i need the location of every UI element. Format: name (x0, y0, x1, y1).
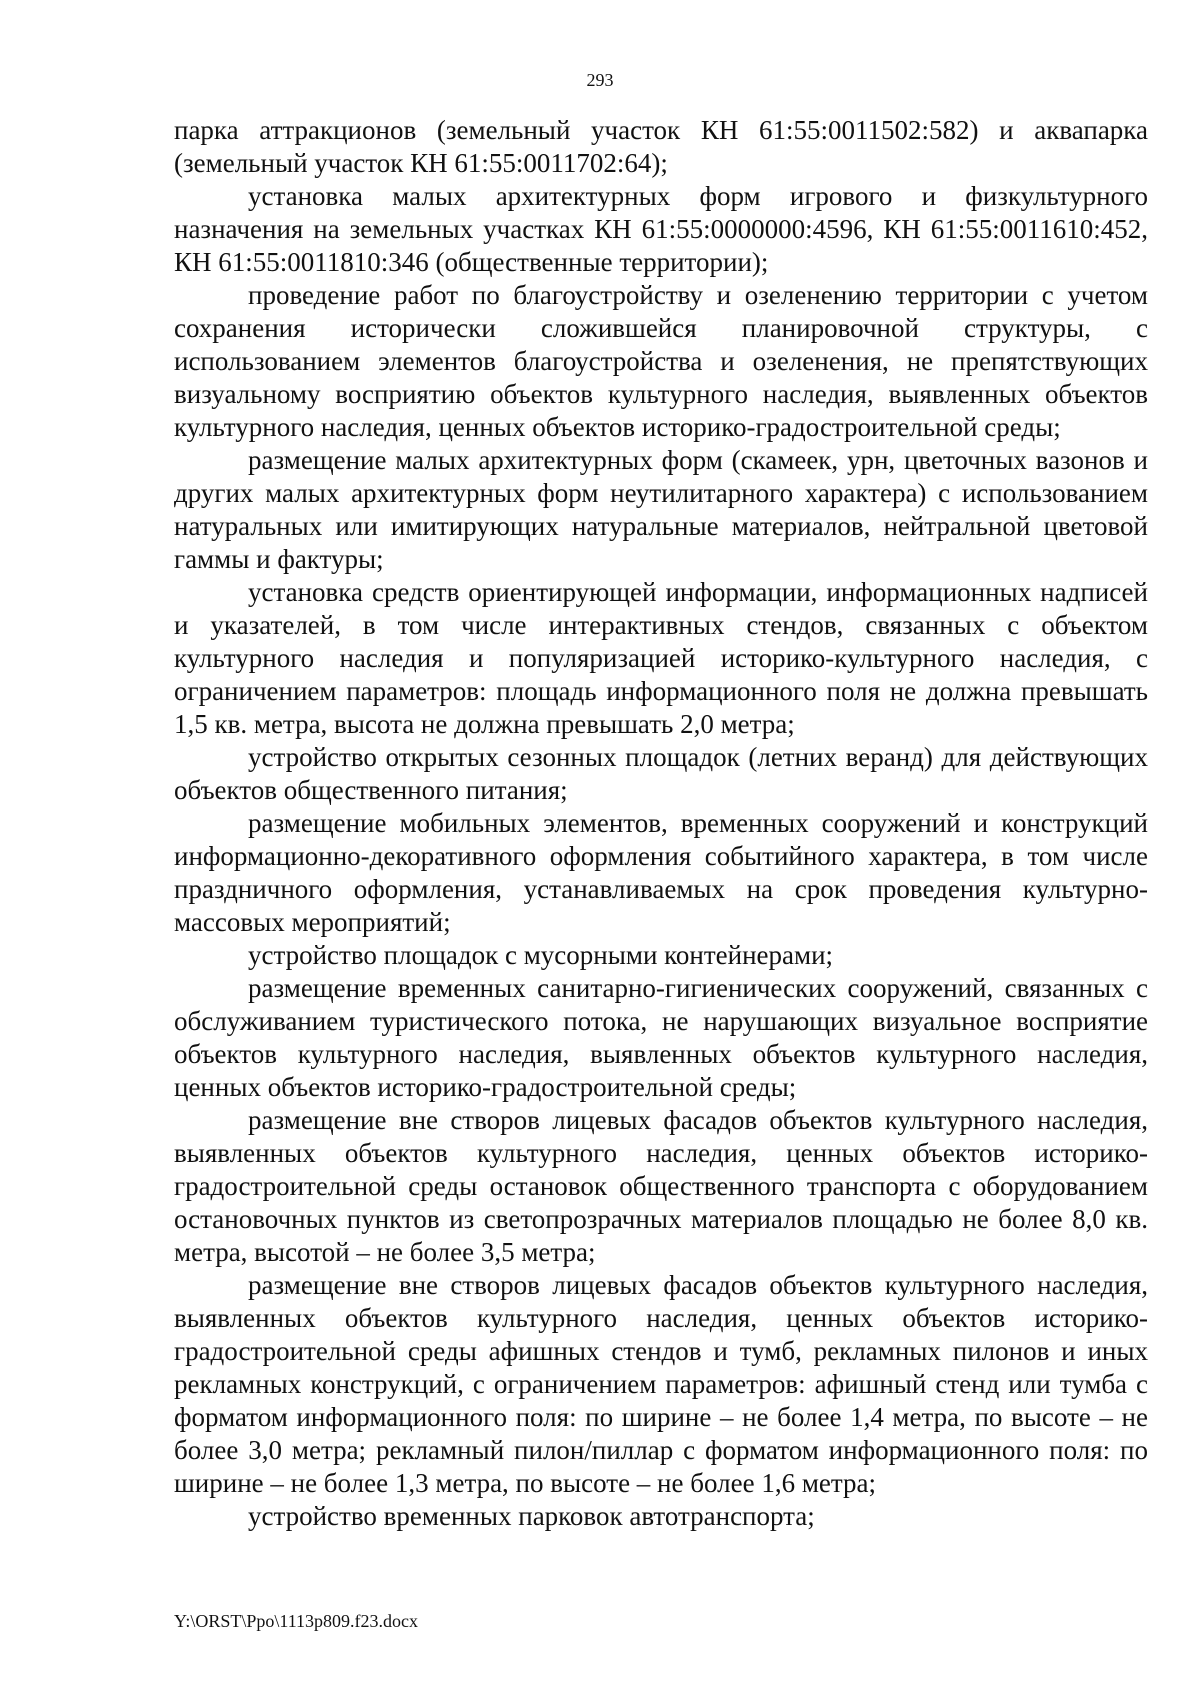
paragraph: размещение мобильных элементов, временных сооружений и конструкций информационно-декоративного оформления событийного характера, в том числе праздничного оформления, устанавливаемых на срок проведения культурно-массовых мероприятий; (174, 808, 1148, 937)
paragraph: устройство временных парковок автотранспорта; (248, 1501, 815, 1531)
paragraph: размещение вне створов лицевых фасадов объектов культурного наследия, выявленных объектов культурного наследия, ценных объектов историко-градостроительной среды остановок общественного транспорта с оборудованием остановочных пунктов из светопрозрачных материалов площадью не более 8,0 кв. метра, высотой – не более 3,5 метра; (174, 1105, 1148, 1267)
paragraph: устройство площадок с мусорными контейнерами; (248, 940, 834, 970)
paragraph: устройство открытых сезонных площадок (летних веранд) для действующих объектов общественного питания; (174, 742, 1148, 805)
paragraph: парка аттракционов (земельный участок КН 61:55:0011502:582) и аквапарка (земельный участок КН 61:55:0011702:64); (174, 115, 1148, 178)
paragraph: размещение малых архитектурных форм (скамеек, урн, цветочных вазонов и других малых архитектурных форм неутилитарного характера) с использованием натуральных или имитирующих натуральные материалов, нейтральной цветовой гаммы и фактуры; (174, 445, 1148, 574)
paragraph: установка средств ориентирующей информации, информационных надписей и указателей, в том числе интерактивных стендов, связанных с объектом культурного наследия и популяризацией историко-культурного наследия, с ограничением параметров: площадь информационного поля не должна превышать 1,5 кв. метра, высота не должна превышать 2,0 метра; (174, 577, 1148, 739)
page-number: 293 (586, 70, 614, 90)
paragraph: размещение временных санитарно-гигиенических сооружений, связанных с обслуживанием туристического потока, не нарушающих визуальное восприятие объектов культурного наследия, выявленных объектов культурного наследия, ценных объектов историко-градостроительной среды; (174, 973, 1148, 1102)
footer-file-path: Y:\ORST\Ppo\1113p809.f23.docx (174, 1611, 419, 1631)
paragraph: размещение вне створов лицевых фасадов объектов культурного наследия, выявленных объектов культурного наследия, ценных объектов историко-градостроительной среды афишных стендов и тумб, рекламных пилонов и иных рекламных конструкций, с ограничением параметров: афишный стенд или тумба с форматом информационного поля: по ширине – не более 1,4 метра, по высоте – не более 3,0 метра; рекламный пилон/пиллар с форматом информационного поля: по ширине – не более 1,3 метра, по высоте – не более 1,6 метра; (174, 1270, 1148, 1498)
paragraph: проведение работ по благоустройству и озеленению территории с учетом сохранения исторически сложившейся планировочной структуры, с использованием элементов благоустройства и озеленения, не препятствующих визуальному восприятию объектов культурного наследия, выявленных объектов культурного наследия, ценных объектов историко-градостроительной среды; (174, 280, 1148, 442)
document-body (174, 114, 1148, 1533)
paragraph: установка малых архитектурных форм игрового и физкультурного назначения на земельных участках КН 61:55:0000000:4596, КН 61:55:0011610:452, КН 61:55:0011810:346 (общественные территории); (174, 181, 1148, 277)
